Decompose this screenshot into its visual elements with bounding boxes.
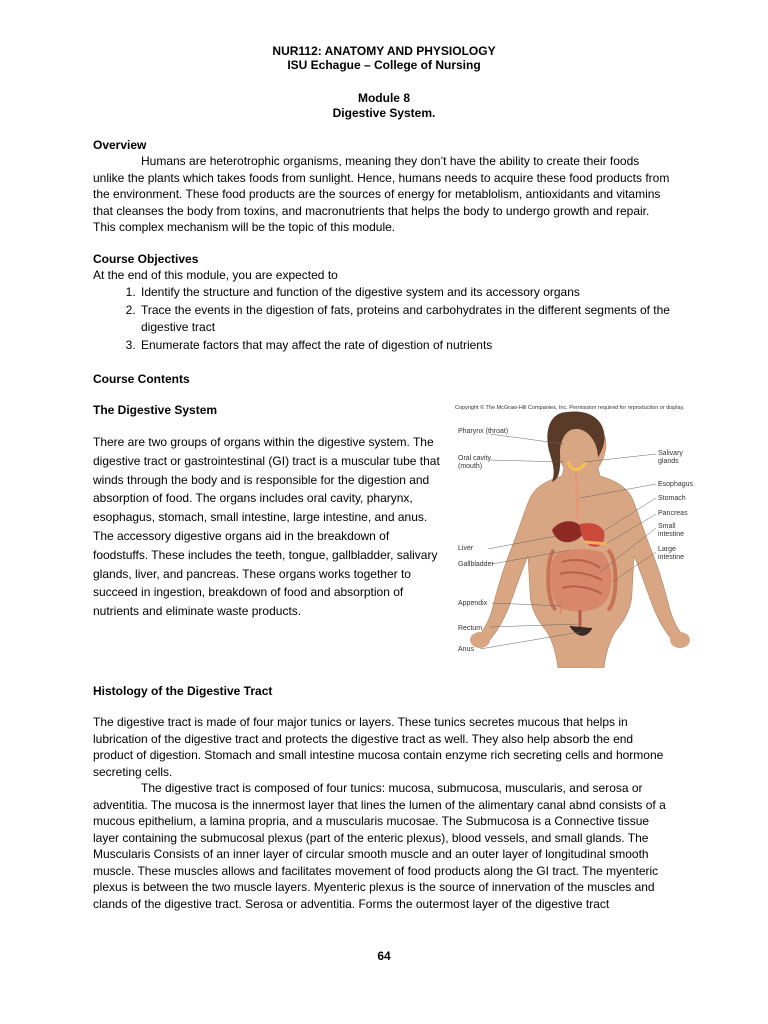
histology-heading: Histology of the Digestive Tract xyxy=(93,684,273,698)
objective-item: 1. Identify the structure and function of the digestive system and its accessory organs xyxy=(139,284,699,302)
label-rectum: Rectum xyxy=(458,625,483,632)
overview-paragraph xyxy=(93,153,673,236)
label-oral-cavity: Oral cavity (mouth) xyxy=(458,455,492,470)
histology-paragraph-2 xyxy=(93,780,673,912)
overview-heading: Overview xyxy=(93,138,147,152)
label-esophagus: Esophagus xyxy=(658,481,694,488)
objectives-intro: At the end of this module, you are expected to xyxy=(93,268,338,282)
module-number: Module 8 xyxy=(357,91,410,105)
contents-heading: Course Contents xyxy=(93,372,190,386)
objectives-list xyxy=(93,284,699,354)
objective-item: 2. Trace the events in the digestion of fats, proteins and carbohydrates in the different segments of the digestive tract xyxy=(139,302,699,337)
label-large-intestine: Large intestine xyxy=(658,546,685,561)
course-title: NUR112: ANATOMY AND PHYSIOLOGY xyxy=(272,44,496,58)
objective-item: 3. Enumerate factors that may affect the rate of digestion of nutrients xyxy=(139,337,699,355)
label-liver: Liver xyxy=(458,545,474,552)
label-small-intestine: Small intestine xyxy=(658,523,685,538)
page-number: 64 xyxy=(377,949,391,963)
label-gallbladder: Gallbladder xyxy=(458,561,494,568)
label-appendix: Appendix xyxy=(458,600,488,607)
digestive-system-paragraph: There are two groups of organs within the digestive system. The digestive tract or gastrointestinal (GI) tract is a muscular tube that winds through the body and is responsible for the digestion and absorption of food. The organs includes oral cavity, pharynx, esophagus, stomach, small intestine, large intestine, and anus. The accessory digestive organs aid in the breakdown of foodstuffs. These includes the teeth, tongue, gallbladder, salivary glands, liver, and pancreas. These organs works together to succeed in ingestion, breakdown of food and absorption of nutrients and eliminate waste products. xyxy=(93,435,440,619)
digestive-system-heading: The Digestive System xyxy=(93,403,218,417)
figure-copyright: Copyright © The McGraw-Hill Companies, Inc. Permission required for reproduction or display. xyxy=(455,405,685,411)
objectives-heading: Course Objectives xyxy=(93,252,199,266)
label-pancreas: Pancreas xyxy=(658,510,688,517)
histology-paragraph-1: The digestive tract is made of four major tunics or layers. These tunics secretes mucous that helps in lubrication of the digestive tract and protects the digestive tract as well. They also help absorb the end product of digestion. Stomach and small intestine mucosa contain enzyme rich secreting cells and hormone secreting cells. xyxy=(93,715,664,779)
label-stomach: Stomach xyxy=(658,495,686,502)
module-topic: Digestive System. xyxy=(332,106,436,120)
histology-text-2: The digestive tract is composed of four tunics: mucosa, submucosa, muscularis, and serosa or adventitia. The mucosa is the innermost layer that lines the lumen of the alimentary canal abnd consists of a mucous epithelium, a lamina propria, and a muscularis mucosae. The Submucosa is a Connective tissue layer containing the submucosal plexus (part of the enteric plexus), blood vessels, and small glands. The Muscularis Consists of an inner layer of circular smooth muscle and an outer layer of longitudinal smooth muscle. These muscles allows and facilitates movement of food products along the GI tract. The myenteric plexus is between the two muscle layers. Myenteric plexus is the source of innervation of the muscles and clands of the digestive tract. Serosa or adventitia. Forms the outermost layer of the digestive tract xyxy=(93,781,666,911)
overview-text: Humans are heterotrophic organisms, meaning they don’t have the ability to create their foods unlike the plants which takes foods from sunlight. Hence, humans needs to acquire these food products from the environment. These food products are the sources of energy for metablolism, antioxidants and vitamins that cleanses the body from toxins, and macronutrients that helps the body to undergo growth and repair. This complex mechanism will be the topic of this module. xyxy=(93,154,670,234)
label-anus: Anus xyxy=(458,646,474,653)
label-salivary-glands: Salivary glands xyxy=(658,450,683,465)
label-pharynx: Pharynx (throat) xyxy=(458,428,509,435)
school-name: ISU Echague – College of Nursing xyxy=(287,58,481,72)
